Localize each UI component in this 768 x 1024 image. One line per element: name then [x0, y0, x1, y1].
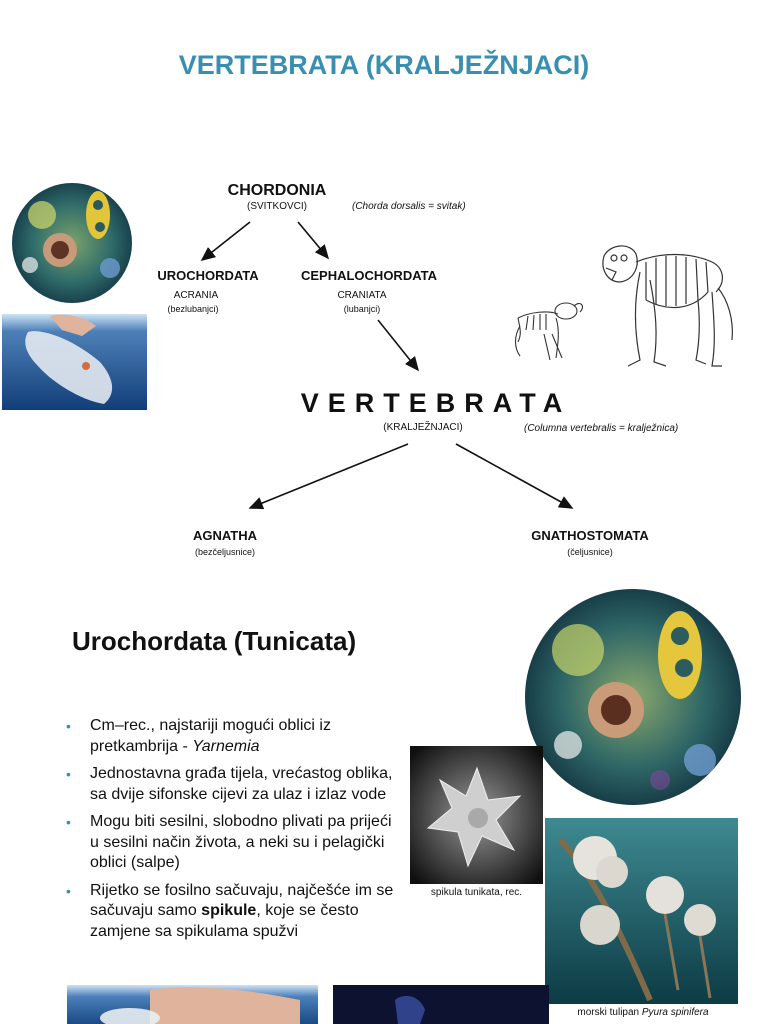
salp-photo-bottom — [67, 985, 318, 1024]
salp-photo — [2, 314, 147, 410]
pyura-caption-species: Pyura spinifera — [641, 1007, 709, 1018]
acrania-sublabel: (bezlubanjci) — [167, 304, 219, 314]
cephalochordata-label: CEPHALOCHORDATA — [300, 268, 438, 283]
bullet-italic-text: Yarnemia — [192, 737, 260, 755]
sea-squirt-photo-small — [12, 183, 132, 303]
agnatha-sublabel: (bezčeljusnice) — [194, 547, 256, 557]
bullet-icon: • — [66, 814, 71, 830]
chordonia-note: (Chorda dorsalis = svitak) — [352, 201, 466, 212]
gnathostomata-label: GNATHOSTOMATA — [531, 528, 649, 543]
vertebrata-label: VERTEBRATA — [300, 388, 572, 418]
page-title: VERTEBRATA (KRALJEŽNJACI) — [178, 50, 590, 80]
craniata-label: CRANIATA — [337, 290, 387, 301]
bullet-icon: • — [66, 718, 71, 734]
bullet-text-end: , koje se često zamjene sa spikulama spužvi — [90, 902, 359, 940]
gnathostomata-sublabel: (čeljusnice) — [567, 547, 613, 557]
spicule-caption: spikula tunikata, rec. — [430, 887, 523, 898]
pyura-photo — [545, 818, 738, 1004]
pyura-caption-text: morski tulipan — [577, 1007, 642, 1018]
craniata-sublabel: (lubanjci) — [343, 304, 381, 314]
bullet-text: Jednostavna građa tijela, vrećastog oblika, sa dvije sifonske cijevi za ulaz i izlaz vode — [90, 765, 393, 803]
section-heading: Urochordata (Tunicata) — [72, 626, 357, 656]
bullet-text: Mogu biti sesilni, slobodno plivati pa prijeći u sesilni način života, a neki su i pelagički oblici (salpe) — [90, 813, 392, 871]
spicule-photo — [410, 746, 543, 884]
urochordata-label: UROCHORDATA — [157, 268, 259, 283]
large-skeleton-drawing — [603, 246, 732, 366]
bullet-text: Cm–rec., najstariji mogući oblici iz pretkambrija - — [90, 717, 331, 755]
pyura-caption — [548, 1007, 738, 1018]
vertebrata-sublabel: (KRALJEŽNJACI) — [383, 422, 463, 433]
acrania-label: ACRANIA — [173, 290, 219, 301]
chordonia-label: CHORDONIA — [227, 182, 327, 199]
bullet-icon: • — [66, 882, 71, 899]
agnatha-label: AGNATHA — [192, 528, 258, 543]
sea-squirt-photo-large — [525, 589, 741, 805]
photo-layer — [0, 580, 768, 1024]
small-skeleton-drawing — [516, 303, 583, 360]
bullet-text: Rijetko se fosilno sačuvaju, najčešće im se sačuvaju samo — [90, 881, 394, 919]
chordonia-sublabel: (SVITKOVCI) — [246, 201, 308, 212]
bullet-icon: • — [66, 766, 71, 782]
vertebrata-note: (Columna vertebralis = kralježnica) — [524, 423, 679, 434]
pelagic-photo-bottom — [333, 985, 549, 1024]
bullet-bold-text: spikule — [201, 902, 257, 919]
